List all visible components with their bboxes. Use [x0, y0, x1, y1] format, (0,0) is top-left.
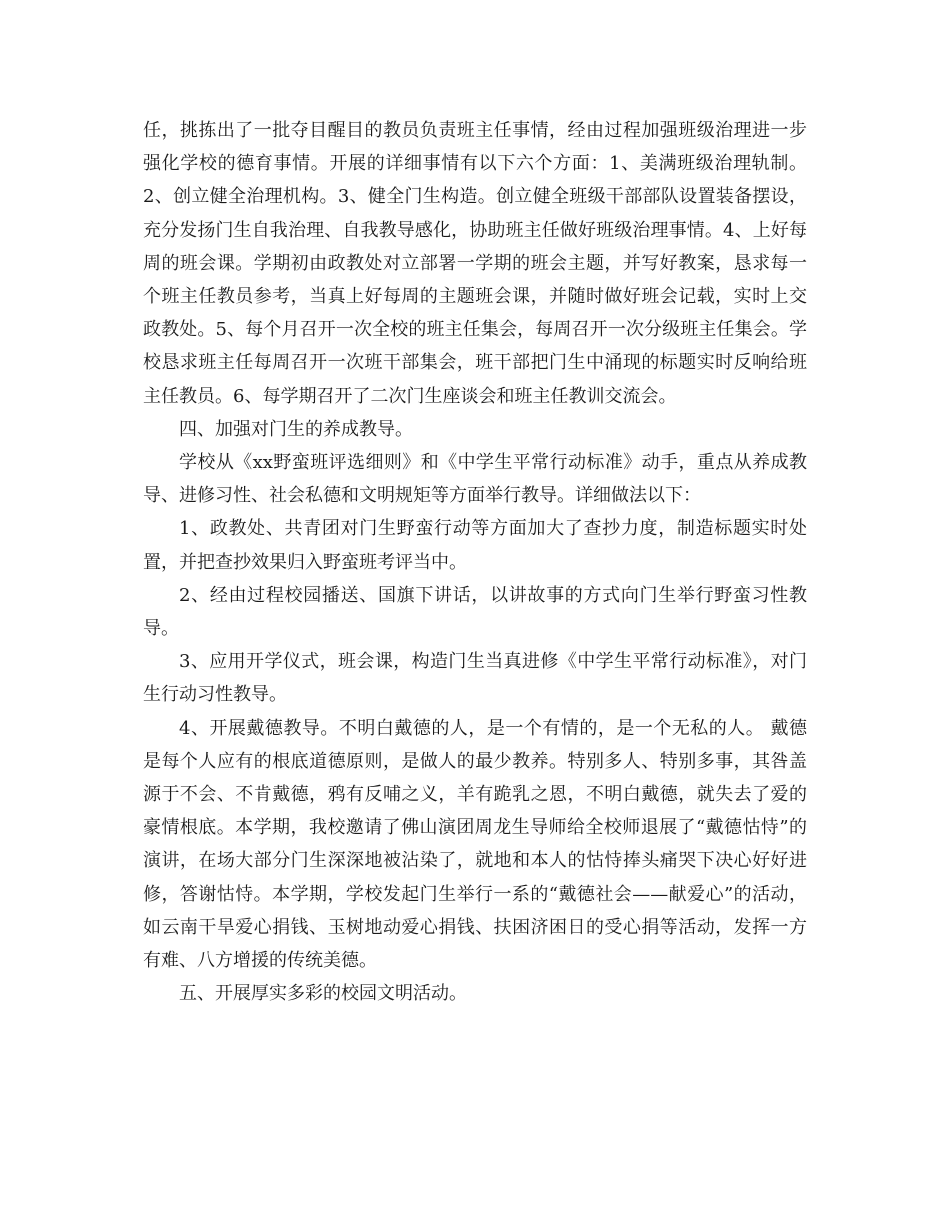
list-item-inspection: 1、政教处、共青团对门生野蛮行动等方面加大了查抄力度，制造标题实时处置，并把查抄效果归入野蛮班考评当中。 [143, 518, 807, 573]
document-body [143, 114, 807, 1010]
list-item-opening-ceremony: 3、应用开学仪式，班会课，构造门生当真进修《中学生平常行动标准》，对门生行动习性教导。 [143, 651, 807, 706]
list-item-broadcast: 2、经由过程校园播送、国旗下讲话，以讲故事的方式向门生举行野蛮习性教导。 [143, 584, 807, 640]
list-item-gratitude-education: 4、开展戴德教导。不明白戴德的人，是一个有情的，是一个无私的人。 戴德是每个人应有的根底道德原则，是做人的最少教养。特别多人、特别多事，其咎盖源于不会、不肯戴德，鸦有反哺之义，羊有跪乳之恩，不明白戴德，就失去了爱的豪情根底。本学期，我校邀请了佛山演团周龙生导师给全校师退展了“戴德怙恃”的演讲，在场大部分门生深深地被沾染了，就地和本人的怙恃捧头痛哭下决心好好进修，答谢怙恃。本学期，学校发起门生举行一系的“戴德社会——献爱心”的活动，如云南干旱爱心捐钱、玉树地动爱心捐钱、扶困济困日的受心捐等活动，发挥一方有难、八方增援的传统美德。 [143, 717, 807, 972]
paragraph-habit-education-intro: 学校从《xx野蛮班评选细则》和《中学生平常行动标准》动手，重点从养成教导、进修习性、社会私德和文明规矩等方面举行教导。详细做法以下： [143, 452, 807, 507]
section-heading-campus-culture: 五、开展厚实多彩的校园文明活动。 [179, 983, 467, 1005]
section-heading-habit-education: 四、加强对门生的养成教导。 [179, 418, 413, 440]
paragraph-class-management: 任，挑拣出了一批夺目醒目的教员负责班主任事情，经由过程加强班级治理进一步强化学校的德育事情。开展的详细事情有以下六个方面：1、美满班级治理轨制。2、创立健全治理机构。3、健全门生构造。创立健全班级干部部队设置装备摆设，充分发扬门生自我治理、自我教导感化，协助班主任做好班级治理事情。4、上好每周的班会课。学期初由政教处对立部署一学期的班会主题，并写好教案，恳求每一个班主任教员参考，当真上好每周的主题班会课，并随时做好班会记载，实时上交政教处。5、每个月召开一次全校的班主任集会，每周召开一次分级班主任集会。学校恳求班主任每周召开一次班干部集会，班干部把门生中涌现的标题实时反响给班主任教员。6、每学期召开了二次门生座谈会和班主任教训交流会。 [143, 120, 807, 407]
